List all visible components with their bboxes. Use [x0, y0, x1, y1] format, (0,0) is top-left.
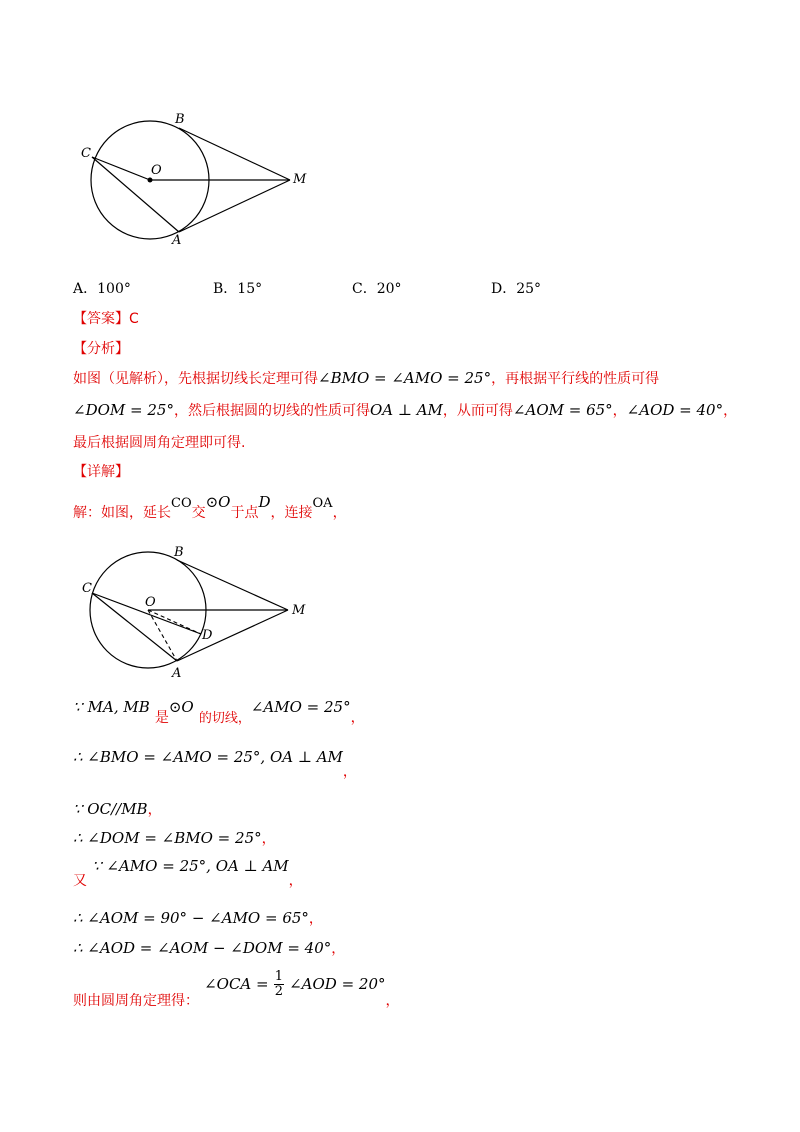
option-d-letter: D． [491, 281, 517, 297]
label-b: B [175, 112, 185, 127]
analysis-line-1 [73, 368, 659, 388]
step-3 [73, 799, 162, 819]
answer-value: C [129, 311, 139, 327]
option-d-value: 25° [516, 281, 542, 297]
step2-math: ∴ ∠BMO = ∠AMO = 25°, OA ⊥ AM [73, 748, 343, 766]
step-1 [73, 697, 365, 726]
step-2 [73, 747, 357, 780]
label-b-2: B [174, 545, 184, 560]
step6-end: ， [308, 911, 323, 927]
step1-circle: ⊙O [168, 698, 194, 716]
step-5 [73, 856, 303, 889]
option-d [491, 278, 541, 298]
answer-tag: 【答案】 [73, 311, 129, 327]
step8-numerator: 1 [274, 969, 283, 984]
option-a-value: 100° [97, 281, 131, 297]
segment-od-dashed [148, 610, 201, 634]
step8-denominator: 2 [274, 984, 283, 999]
analysis-tag: 【分析】 [73, 341, 129, 357]
detail-tag: 【详解】 [73, 464, 129, 480]
step8-end: ， [385, 993, 400, 1009]
step6-math: ∴ ∠AOM = 90° − ∠AMO = 65° [73, 909, 309, 927]
segment-ca [92, 157, 179, 232]
option-c-letter: C． [352, 281, 377, 297]
geometry-figure-2 [75, 540, 325, 685]
option-a [73, 278, 131, 298]
label-d-2: D [202, 628, 213, 643]
step8-pre: 则由圆周角定理得： [73, 993, 199, 1009]
option-c [352, 278, 402, 298]
step1-because: ∵ [73, 698, 83, 716]
detail-intro-yu: 于点 [230, 505, 259, 521]
option-b [213, 278, 262, 298]
answer-line [73, 308, 139, 328]
option-b-letter: B． [213, 281, 238, 297]
label-c: C [81, 146, 91, 161]
segment-am [179, 180, 290, 232]
segment-co [92, 157, 150, 180]
analysis-line2-comma: ， [612, 403, 627, 419]
analysis-line1-math: ∠BMO = ∠AMO = 25° [318, 369, 492, 387]
detail-intro-end: ， [332, 505, 347, 521]
option-c-value: 20° [376, 281, 402, 297]
step7-end: ， [331, 941, 346, 957]
option-a-letter: A． [73, 281, 98, 297]
step4-end: ， [261, 831, 276, 847]
step7-math: ∴ ∠AOD = ∠AOM − ∠DOM = 40° [73, 939, 332, 957]
detail-intro [73, 493, 347, 522]
analysis-line1-pre: 如图（见解析），先根据切线长定理可得 [73, 371, 318, 387]
label-a-2: A [172, 666, 182, 681]
step4-math: ∴ ∠DOM = ∠BMO = 25° [73, 829, 262, 847]
label-m-2: M [292, 603, 306, 618]
detail-intro-d: D [258, 493, 271, 511]
label-o: O [151, 163, 162, 178]
segment-ca-2 [92, 593, 177, 661]
detail-intro-link: ，连接 [270, 505, 313, 521]
segment-bm [179, 128, 290, 180]
step-7 [73, 938, 345, 958]
step1-shi: 是 [154, 710, 169, 726]
step8-lhs: ∠OCA = [204, 975, 269, 993]
label-m: M [293, 172, 307, 187]
step-8 [73, 969, 400, 1009]
analysis-line2-math3: ∠AOM = 65° [512, 401, 613, 419]
detail-intro-pre: 解：如图，延长 [73, 505, 171, 521]
step-6 [73, 908, 323, 928]
step1-math: MA, MB [87, 698, 150, 716]
step8-rhs: ∠AOD = 20° [289, 975, 386, 993]
step5-you: 又 [73, 873, 87, 889]
detail-intro-jiao: 交 [191, 505, 206, 521]
step1-angle: ∠AMO = 25° [250, 698, 351, 716]
detail-intro-oa: OA [312, 496, 333, 511]
segment-am-2 [177, 610, 288, 661]
analysis-line-2 [73, 400, 737, 420]
step-4 [73, 828, 276, 848]
step2-end: ， [342, 764, 357, 780]
detail-intro-circle: ⊙O [205, 493, 231, 511]
center-point-o [148, 178, 153, 183]
segment-bm-2 [177, 560, 288, 610]
label-o-2: O [145, 595, 156, 610]
label-c-2: C [82, 581, 92, 596]
label-a: A [172, 233, 182, 248]
step3-math: ∵ OC//MB [73, 800, 148, 818]
step5-end: ， [288, 873, 303, 889]
step5-math: ∵ ∠AMO = 25°, OA ⊥ AM [92, 857, 289, 875]
analysis-line2-end: ， [723, 403, 738, 419]
analysis-line2-math2: OA ⊥ AM [369, 401, 443, 419]
step1-qie: 的切线， [198, 711, 251, 726]
detail-intro-co: CO [171, 496, 192, 511]
analysis-line2-math1: ∠DOM = 25° [73, 401, 174, 419]
option-b-value: 15° [237, 281, 263, 297]
segment-oa-dashed [148, 610, 177, 661]
analysis-line2-mid: ，然后根据圆的切线的性质可得 [173, 403, 370, 419]
analysis-line2-mid2: ，从而可得 [442, 403, 513, 419]
step8-fraction [274, 970, 284, 999]
step3-end: ， [147, 802, 162, 818]
analysis-line1-post: ，再根据平行线的性质可得 [491, 371, 660, 387]
geometry-figure-1 [75, 105, 325, 250]
analysis-line-3: 最后根据圆周角定理即可得. [73, 435, 246, 451]
analysis-line2-math4: ∠AOD = 40° [626, 401, 724, 419]
step1-end: ， [350, 710, 365, 726]
